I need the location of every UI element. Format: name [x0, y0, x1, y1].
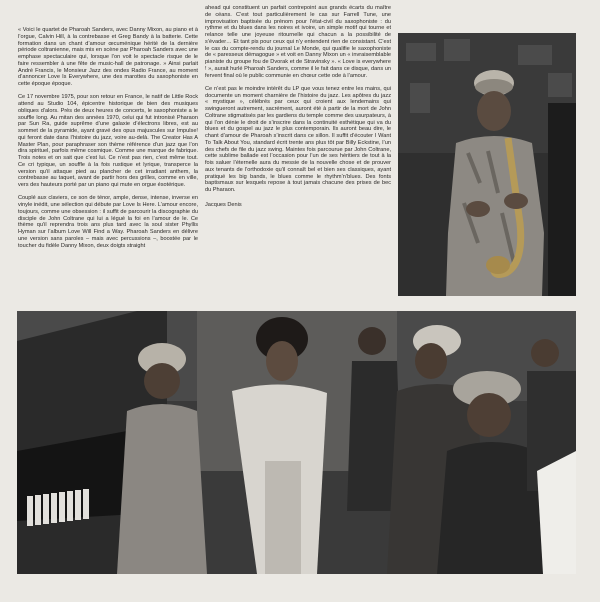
paragraph-intro-quote: « Voici le quartet de Pharoah Sanders, avec Danny Mixon, au piano et à l’orgue, Calvin Hill, à la contrebasse et Greg Bandy à la batterie. Cette formation dans un chant d’amour œcuménique hérité de la dernière période coltranienne, mais mis en scène par Pharoah Sanders avec une emphase spectaculaire qui, lorsque l’on voit le spectacle risque de le faire ressembler à une fête de music-hall de patronage. » Ainsi parlait André Francis, le Monsieur Jazz des ondes Radio France, au moment d’annoncer Love Is Everywhere, une des marottes du saxophoniste en cette époque époque. — [18, 27, 198, 87]
paragraph-concert: Ce 17 novembre 1975, pour son retour en France, le natif de Little Rock attend au Studio 104, épicentre historique de bien des musiques obliques d’alors. Près de deux heures de concerts, le saxophoniste a le souffle long. Au mitan des années 1970, celui qui fut intronisé Pharaon par Sun Ra, guide suprême d’une galaxie d’électrons libres, est au sommet de la pyramide, ayant gravé des opus majuscules sur Impulse! qui feront date dans l’histoire du jazz, voire au-delà. The Creator Has A Master Plan, pour paraphraser son thème référence d’un jazz que l’on dira spirituel, parfois même cosmique. Comme une marque de fabrique. Trois notes et on sait que c’est lui. Ce n’est pas rien, c’est même tout. Ce cri typique, un souffle à la fois rustique et lyrique, transperce la version qu’il attaque pied au plancher de cet irradiant anthem, la contrebasse au taquet, avant de partir hors des grilles, comme en ville, vers des hauteurs porté par un piano qui mute en orgue ésotérique. — [18, 94, 198, 188]
photo-saxophonist-illustration — [398, 33, 576, 296]
photo-saxophonist — [398, 33, 576, 296]
paragraph-jazz-history: Ce n’est pas le moindre intérêt du LP que vous tenez entre les mains, qui documente un moment charnière de l’histoire du jazz. Les apôtres du jazz « mystique », célébrés par ceux qui croient aux lendemains qui swingueront autrement, sacrément, auront été à partir de la mort de John Coltrane stigmatisés par les gardiens du temple comme des usurpateurs, à qui l’on dénie le droit de s’inscrire dans la continuité esthétique qui va du blues et du gospel au jazz le plus contemporain. Ils auront beau dire, le chant d’amour de Pharoah s’inscrit dans ce sillon. Il suffit d’écouter I Want To Talk About You, standard écrit trente ans plus tôt par Billy Eckstine, l’un des chefs de file du jazz swing. Maintes fois parcourue par John Coltrane, cette sublime ballade est l’occasion pour l’un de ses héritiers de tout à la fois saluer l’éternelle aura du messie de la nouvelle chose et de prouver aux tenants de l’orthodoxie qu’il connaît bel et bien ses classiques, ayant pratiqué les big bands, le blues comme le rhythm’n’blues. Des fonts baptismaux sur lesquels repose à tout jamais chacune des prises de bec du Pharaon. — [205, 85, 391, 193]
text-column-left — [18, 27, 198, 256]
text-column-middle — [205, 5, 391, 215]
photo-group-session — [17, 311, 576, 574]
photo-group-illustration — [17, 311, 576, 574]
paragraph-farrell-tune: ahead qui constituent un parfait contrepoint aux grands écarts du maître de céans. C’est tout particulièrement le cas sur Farrell Tune, une improvisation baptisée du prénom pour l’état-civil du saxophoniste : du rythme et du blues dans les noires et ivoire, un simple motif qui tourne et relance telle une joyeuse ritournelle qui chacun a la possibilité de s’évader… Et tant pis pour ceux qui n’y entendent rien de consistant. C’est le cas du compte-rendu du journal Le Monde, qui qualifie le saxophoniste de « paresseux démagogue » et voit en Danny Mixon un « invraisemblable pianiste du groupe fou de Dvorak et de Stravinsky ». « Love is everywhere ! », aurait hurlé Pharoah Sanders, comme il le fait dans ce disque, dans un fervent final où le public communie en chœur cette ode à l’amour. — [205, 5, 391, 79]
author-signature: Jacques Denis — [205, 201, 242, 208]
paragraph-love-is-here: Couplé aux claviers, ce son de ténor, ample, dense, intense, inverse en vinyle inédit, une sélection qui débute par Love Is Here. L’amour encore, toujours, comme une obsession : il suffit de parcourir la discographie du disciple de John Coltrane qui lui a légué la foi en l’amour de le. Ce thème qu’il reprendra trois ans plus tard avec la soul sister Phyllis Hyman sur l’album Love Will Find a Way. Pharoah Sanders en délivre une version sans paroles – mais avec percussions –, boostée par le toucher du fidèle Danny Mixon, deux doigts straight — [18, 195, 198, 249]
